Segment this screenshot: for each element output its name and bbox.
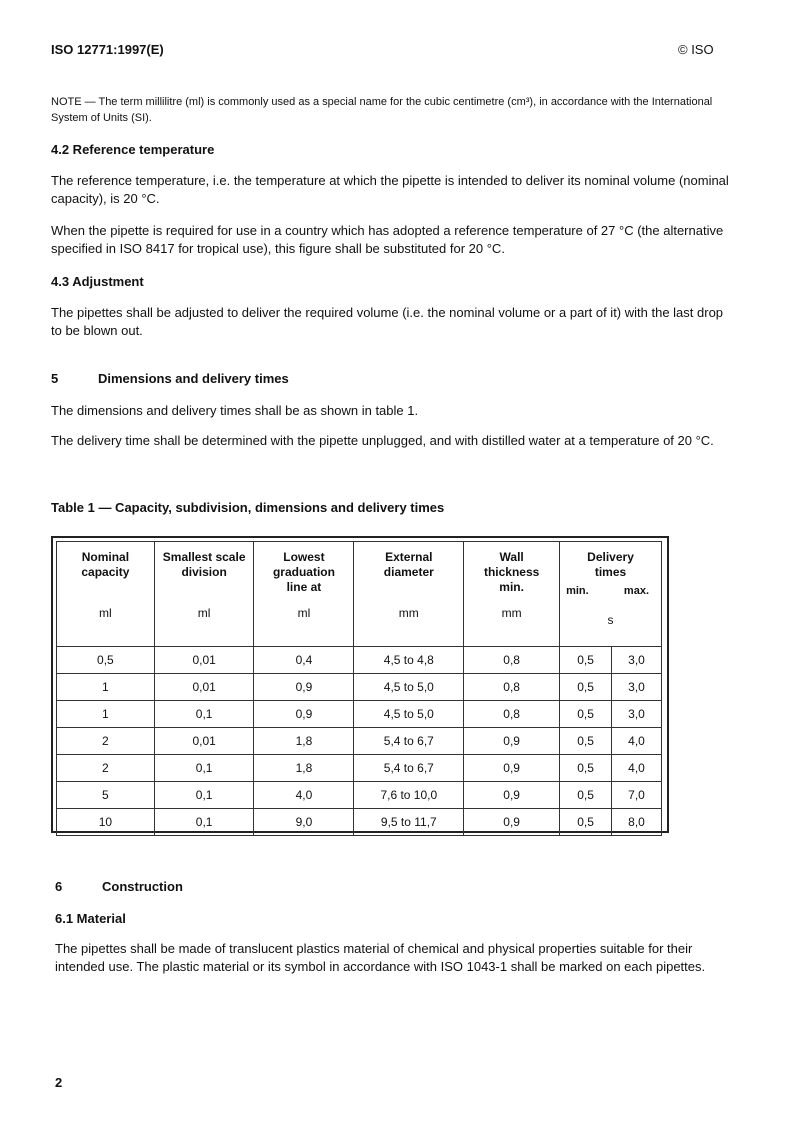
unit-smallest: ml <box>197 606 211 620</box>
header-nominal-capacity <box>57 542 155 647</box>
table-row <box>57 701 662 728</box>
cell-external: 4,5 to 5,0 <box>354 701 464 728</box>
header-nominal-label: Nominal capacity <box>81 550 130 579</box>
cell-min: 0,5 <box>560 728 612 755</box>
cell-max: 3,0 <box>612 674 662 701</box>
cell-nominal: 2 <box>57 755 155 782</box>
cell-min: 0,5 <box>560 647 612 674</box>
cell-wall: 0,9 <box>464 728 560 755</box>
cell-external: 9,5 to 11,7 <box>354 809 464 836</box>
unit-wall: mm <box>501 606 522 620</box>
cell-external: 5,4 to 6,7 <box>354 755 464 782</box>
cell-external: 4,5 to 4,8 <box>354 647 464 674</box>
section-5-title: Dimensions and delivery times <box>98 371 289 386</box>
table-row <box>57 647 662 674</box>
unit-external: mm <box>398 606 419 620</box>
header-external-diameter <box>354 542 464 647</box>
cell-max: 8,0 <box>612 809 662 836</box>
cell-min: 0,5 <box>560 755 612 782</box>
cell-wall: 0,8 <box>464 701 560 728</box>
cell-min: 0,5 <box>560 674 612 701</box>
unit-nominal: ml <box>99 606 112 620</box>
table-row <box>57 782 662 809</box>
table-1 <box>56 541 662 836</box>
cell-lowest: 1,8 <box>254 755 354 782</box>
header-smallest-scale-division <box>154 542 254 647</box>
header-delivery-times <box>560 542 662 647</box>
cell-wall: 0,8 <box>464 674 560 701</box>
cell-max: 4,0 <box>612 755 662 782</box>
cell-min: 0,5 <box>560 701 612 728</box>
cell-lowest: 9,0 <box>254 809 354 836</box>
header-delivery-label: Delivery times <box>587 550 634 579</box>
cell-wall: 0,8 <box>464 647 560 674</box>
table-row <box>57 809 662 836</box>
page-number: 2 <box>55 1075 63 1090</box>
unit-lowest: ml <box>297 606 311 620</box>
cell-smallest: 0,1 <box>154 701 254 728</box>
section-4-2-heading: 4.2 Reference temperature <box>51 142 215 157</box>
cell-smallest: 0,1 <box>154 809 254 836</box>
header-lowest-graduation <box>254 542 354 647</box>
cell-max: 7,0 <box>612 782 662 809</box>
table-row <box>57 674 662 701</box>
section-5-number: 5 <box>51 371 59 386</box>
cell-wall: 0,9 <box>464 809 560 836</box>
section-4-3-heading: 4.3 Adjustment <box>51 274 144 289</box>
table-row <box>57 728 662 755</box>
section-6-1-heading: 6.1 Material <box>55 911 126 926</box>
cell-max: 3,0 <box>612 701 662 728</box>
section-4-2-paragraph-1: The reference temperature, i.e. the temperature at which the pipette is intended to deliver its nominal volume (nominal capacity), is 20 °C. <box>51 173 729 206</box>
section-5-paragraph-2: The delivery time shall be determined with the pipette unplugged, and with distilled water at a temperature of 20 °C. <box>51 433 714 448</box>
copyright-notice: © ISO <box>678 42 714 57</box>
cell-smallest: 0,1 <box>154 782 254 809</box>
cell-smallest: 0,01 <box>154 674 254 701</box>
table-1-caption: Table 1 — Capacity, subdivision, dimensions and delivery times <box>51 500 445 515</box>
header-external-label: External diameter <box>383 550 434 579</box>
table-1-frame <box>51 536 669 833</box>
cell-smallest: 0,1 <box>154 755 254 782</box>
cell-max: 3,0 <box>612 647 662 674</box>
cell-min: 0,5 <box>560 809 612 836</box>
section-5-paragraph-1: The dimensions and delivery times shall be as shown in table 1. <box>51 403 419 418</box>
cell-nominal: 1 <box>57 674 155 701</box>
cell-external: 7,6 to 10,0 <box>354 782 464 809</box>
cell-nominal: 10 <box>57 809 155 836</box>
unit-delivery: s <box>607 613 614 627</box>
cell-external: 4,5 to 5,0 <box>354 674 464 701</box>
section-6-number: 6 <box>55 879 63 894</box>
cell-lowest: 0,9 <box>254 674 354 701</box>
cell-wall: 0,9 <box>464 782 560 809</box>
cell-lowest: 0,4 <box>254 647 354 674</box>
document-id: ISO 12771:1997(E) <box>51 42 164 57</box>
cell-nominal: 2 <box>57 728 155 755</box>
header-lowest-label: Lowest graduation line at <box>272 550 335 594</box>
cell-smallest: 0,01 <box>154 728 254 755</box>
header-wall-label: Wall thickness min. <box>483 550 540 594</box>
cell-min: 0,5 <box>560 782 612 809</box>
cell-lowest: 0,9 <box>254 701 354 728</box>
section-6-title: Construction <box>102 879 183 894</box>
si-note: NOTE — The term millilitre (ml) is commonly used as a special name for the cubic centimetre (cm³), in accordance with the International System of Units (SI). <box>51 96 713 124</box>
cell-lowest: 4,0 <box>254 782 354 809</box>
header-delivery-max: max. <box>623 585 649 597</box>
header-delivery-min: min. <box>566 585 589 597</box>
header-smallest-label: Smallest scale division <box>162 550 246 579</box>
section-4-2-paragraph-2: When the pipette is required for use in a country which has adopted a reference temperature of 27 °C (the alternative specified in ISO 8417 for tropical use), this figure shall be substituted for 20 °C. <box>51 223 724 256</box>
cell-nominal: 1 <box>57 701 155 728</box>
cell-smallest: 0,01 <box>154 647 254 674</box>
cell-max: 4,0 <box>612 728 662 755</box>
header-wall-thickness <box>464 542 560 647</box>
cell-nominal: 0,5 <box>57 647 155 674</box>
cell-lowest: 1,8 <box>254 728 354 755</box>
cell-external: 5,4 to 6,7 <box>354 728 464 755</box>
section-4-3-paragraph: The pipettes shall be adjusted to deliver the required volume (i.e. the nominal volume or a part of it) with the last drop to be blown out. <box>51 305 724 338</box>
cell-wall: 0,9 <box>464 755 560 782</box>
section-6-1-paragraph: The pipettes shall be made of translucent plastics material of chemical and physical properties suitable for their intended use. The plastic material or its symbol in accordance with ISO 1043-1 shall be marked on each pipettes. <box>55 941 706 974</box>
table-row <box>57 755 662 782</box>
cell-nominal: 5 <box>57 782 155 809</box>
